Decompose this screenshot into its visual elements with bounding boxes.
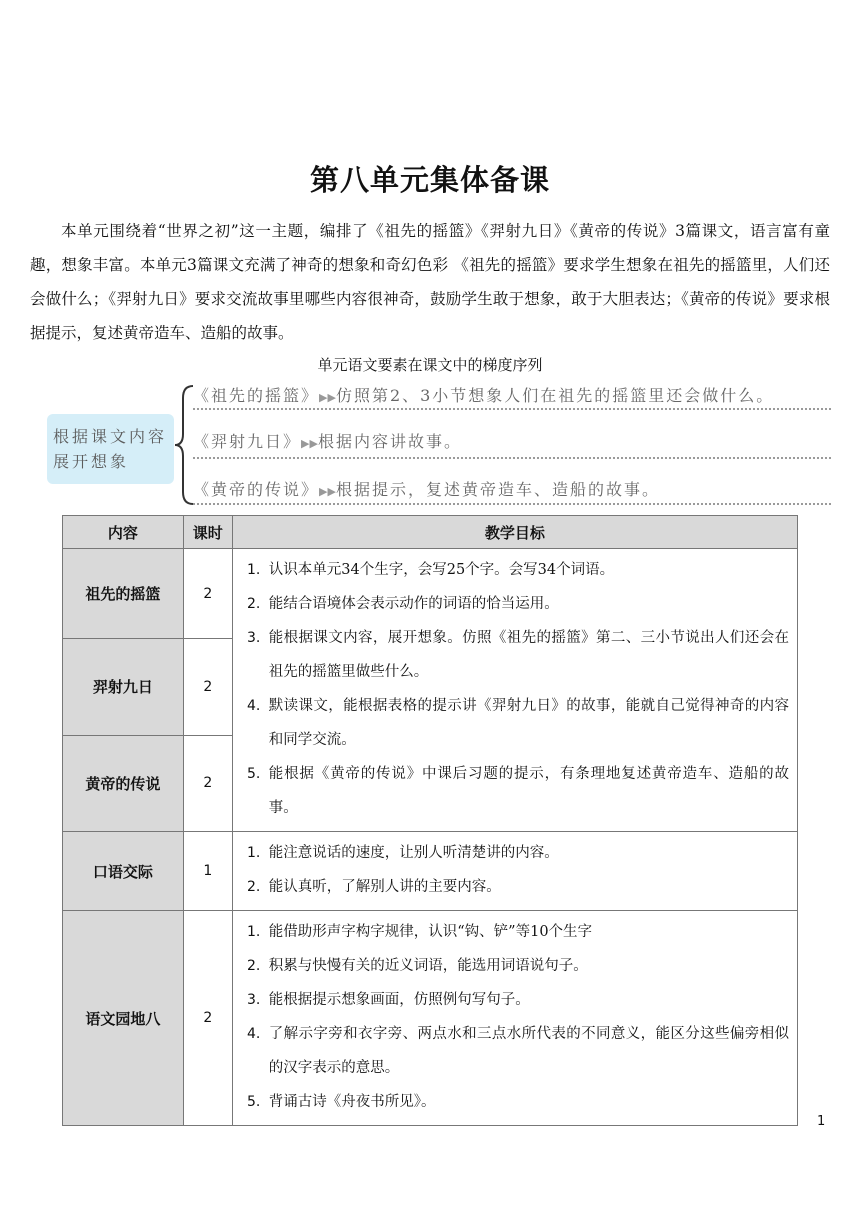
table-row — [63, 911, 798, 1126]
branch-lesson: 《羿射九日》 — [193, 432, 302, 451]
goal-item: 3. 能根据课文内容，展开想象。仿照《祖先的摇篮》第二、三小节说出人们还会在祖先的摇篮里做些什么。 — [265, 621, 789, 689]
lesson-hours: 2 — [183, 639, 232, 735]
lesson-goals-cell — [232, 549, 797, 832]
header-hours: 课时 — [183, 516, 232, 549]
page-number: 1 — [817, 1114, 826, 1129]
branch-lesson: 《黄帝的传说》 — [193, 480, 320, 499]
goal-item: 3. 能根据提示想象画面，仿照例句写句子。 — [265, 983, 789, 1017]
branch-text: 根据内容讲故事。 — [317, 432, 462, 451]
goal-item: 4. 了解示字旁和衣字旁、两点水和三点水所代表的不同意义，能区分这些偏旁相似的汉字表示的意思。 — [265, 1017, 789, 1085]
header-goals: 教学目标 — [232, 516, 797, 549]
lesson-name: 羿射九日 — [63, 639, 184, 735]
garden-goals-list — [241, 915, 789, 1119]
table-row — [63, 549, 798, 639]
arrow-icon: ▶▶ — [319, 485, 336, 498]
oral-hours: 1 — [183, 832, 232, 911]
mindmap-root: 根据课文内容展开想象 — [47, 414, 174, 484]
goal-item: 5. 能根据《黄帝的传说》中课后习题的提示，有条理地复述黄帝造车、造船的故事。 — [265, 757, 789, 825]
oral-goals-list — [241, 836, 789, 904]
lesson-goals-list — [241, 553, 789, 825]
branch-text: 仿照第2、3小节想象人们在祖先的摇篮里还会做什么。 — [335, 386, 775, 405]
garden-name: 语文园地八 — [63, 911, 184, 1126]
branch-divider — [193, 503, 831, 505]
mindmap-caption: 单元语文要素在课文中的梯度序列 — [317, 356, 543, 374]
mindmap-branch-1 — [193, 383, 833, 406]
goal-item: 1. 能注意说话的速度，让别人听清楚讲的内容。 — [265, 836, 789, 870]
goal-item: 1. 能借助形声字构字规律，认识“钩、铲”等10个生字 — [265, 915, 789, 949]
oral-name: 口语交际 — [63, 832, 184, 911]
goal-item: 2. 积累与快慢有关的近义词语，能选用词语说句子。 — [265, 949, 789, 983]
goal-item: 2. 能认真听，了解别人讲的主要内容。 — [265, 870, 789, 904]
lesson-name: 祖先的摇篮 — [63, 549, 184, 639]
lesson-name: 黄帝的传说 — [63, 735, 184, 831]
goal-item: 5. 背诵古诗《舟夜书所见》。 — [265, 1085, 789, 1119]
garden-goals-cell — [232, 911, 797, 1126]
oral-goals-cell — [232, 832, 797, 911]
branch-text: 根据提示，复述黄帝造车、造船的故事。 — [335, 480, 660, 499]
header-content: 内容 — [63, 516, 184, 549]
goal-item: 2. 能结合语境体会表示动作的词语的恰当运用。 — [265, 587, 789, 621]
table-row — [63, 832, 798, 911]
branch-divider — [193, 408, 831, 410]
lesson-hours: 2 — [183, 549, 232, 639]
table-header-row — [63, 516, 798, 549]
branch-lesson: 《祖先的摇篮》 — [193, 386, 320, 405]
arrow-icon: ▶▶ — [319, 391, 336, 404]
goal-item: 1. 认识本单元34个生字，会写25个字。会写34个词语。 — [265, 553, 789, 587]
garden-hours: 2 — [183, 911, 232, 1126]
mindmap-brace — [173, 384, 195, 506]
goal-item: 4. 默读课文，能根据表格的提示讲《羿射九日》的故事，能就自己觉得神奇的内容和同学交流。 — [265, 689, 789, 757]
mindmap-branch-3 — [193, 477, 833, 500]
branch-divider — [193, 457, 831, 459]
intro-paragraph: 本单元围绕着“世界之初”这一主题，编排了《祖先的摇篮》《羿射九日》《黄帝的传说》3篇课文，语言富有童趣，想象丰富。本单元3篇课文充满了神奇的想象和奇幻色彩 《祖先的摇篮》要求学生想象在祖先的摇篮里，人们还会做什么；《羿射九日》要求交流故事里哪些内容很神奇，鼓励学生敢于想象，敢于大胆表达；《黄帝的传说》要求根据提示，复述黄帝造车、造船的故事。 — [30, 222, 830, 342]
mindmap-branch-2 — [193, 429, 833, 452]
page-title: 第八单元集体备课 — [309, 163, 550, 197]
arrow-icon: ▶▶ — [301, 437, 318, 450]
teaching-goals-table — [62, 515, 798, 1126]
lesson-hours: 2 — [183, 735, 232, 831]
